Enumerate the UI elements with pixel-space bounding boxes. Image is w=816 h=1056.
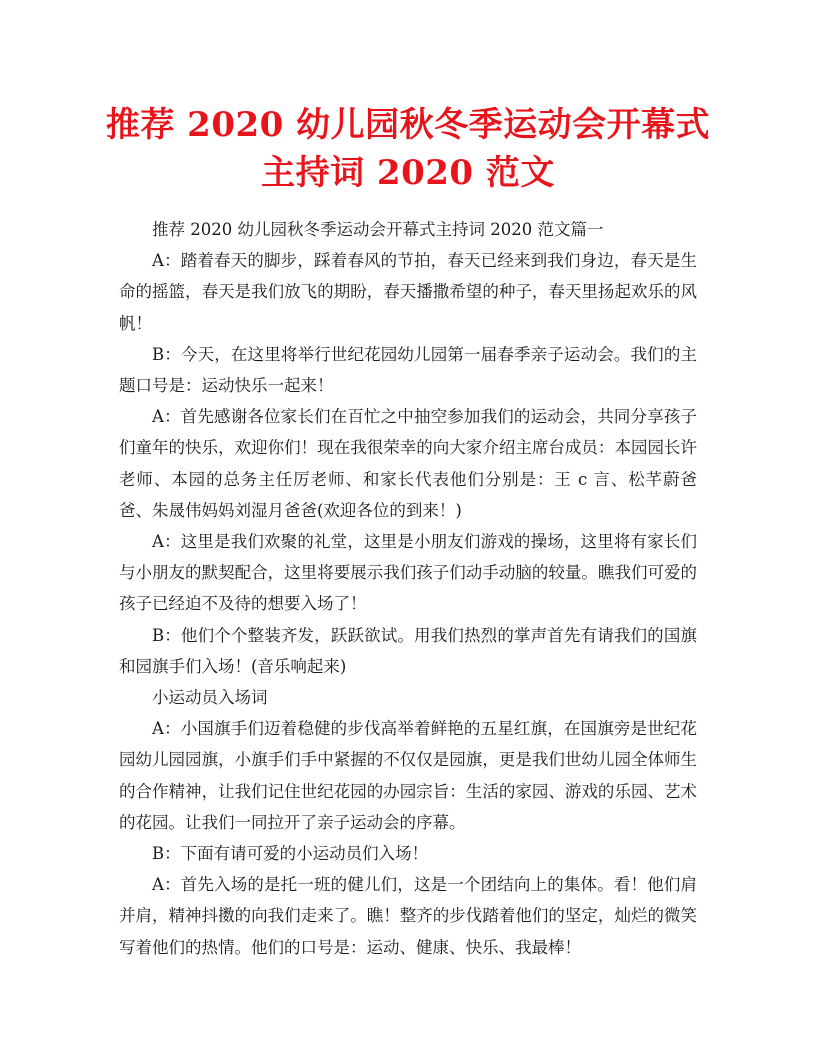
paragraph: A：首先感谢各位家长们在百忙之中抽空参加我们的运动会，共同分享孩子们童年的快乐，欢迎你们！现在我很荣幸的向大家介绍主席台成员：本园园长许老师、本园的总务主任厉老师、和家长代表他们分别是：王 c 言、松芊蔚爸爸、朱晟伟妈妈刘湿月爸爸(欢迎各位的到来！)	[119, 407, 697, 520]
paragraph: B：他们个个整装齐发，跃跃欲试。用我们热烈的掌声首先有请我们的国旗和园旗手们入场！(音乐响起来)	[119, 625, 697, 676]
paragraph: B：今天，在这里将举行世纪花园幼儿园第一届春季亲子运动会。我们的主题口号是：运动快乐一起来！	[119, 344, 697, 396]
subheading: 小运动员入场词	[152, 688, 268, 708]
section-heading: 推荐 2020 幼儿园秋冬季运动会开幕式主持词 2020 范文篇一	[152, 220, 604, 239]
document-title: 推荐 2020 幼儿园秋冬季运动会开幕式主持词 2020 范文	[105, 105, 711, 193]
paragraph: A：小国旗手们迈着稳健的步伐高举着鲜艳的五星红旗，在国旗旁是世纪花园幼儿园园旗，小旗手们手中紧握的不仅仅是园旗，更是我们世幼儿园全体师生的合作精神，让我们记住世纪花园的办园宗旨：生活的家园、游戏的乐园、艺术的花园。让我们一同拉开了亲子运动会的序幕。	[119, 719, 697, 832]
document-body	[119, 214, 697, 963]
paragraph: B：下面有请可爱的小运动员们入场！	[152, 844, 429, 864]
paragraph: A：首先入场的是托一班的健儿们，这是一个团结向上的集体。看！他们肩并肩，精神抖擞的向我们走来了。瞧！整齐的步伐踏着他们的坚定，灿烂的微笑写着他们的热情。他们的口号是：运动、健康、快乐、我最棒！	[119, 875, 697, 957]
paragraph: A：这里是我们欢聚的礼堂，这里是小朋友们游戏的操场，这里将有家长们与小朋友的默契配合，这里将要展示我们孩子们动手动脑的较量。瞧我们可爱的孩子已经迫不及待的想要入场了！	[119, 532, 697, 614]
paragraph: A：踏着春天的脚步，踩着春风的节拍，春天已经来到我们身边，春天是生命的摇篮，春天是我们放飞的期盼，春天播撒希望的种子，春天里扬起欢乐的风帆！	[119, 251, 697, 333]
